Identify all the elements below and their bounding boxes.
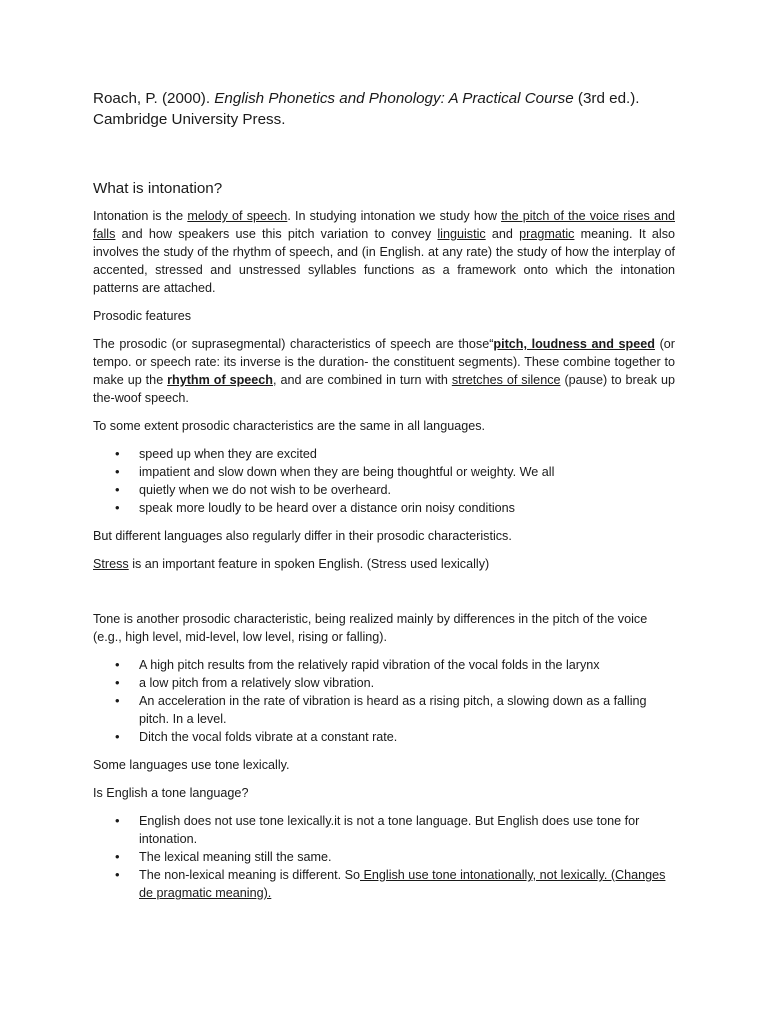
list-item: • a low pitch from a relatively slow vibration. — [93, 674, 675, 692]
prosodic-paragraph: The prosodic (or suprasegmental) characteristics of speech are those“pitch, loudness and speed (or tempo. or speech rate: its inverse is the duration- the constituent segments). These combine together to make up the rhythm of speech, and are combined in turn with stretches of silence (pause) to break up the-woof speech. — [93, 337, 675, 405]
list-item: • The lexical meaning still the same. — [93, 848, 675, 866]
underlined-phrase: stretches of silence — [451, 373, 561, 387]
bold-underlined-phrase: rhythm of speech — [167, 373, 273, 387]
reference-publisher: Cambridge University Press. — [93, 111, 286, 128]
underlined-phrase: pragmatic — [519, 227, 575, 241]
differ-paragraph: But different languages also regularly differ in their prosodic characteristics. — [93, 529, 512, 543]
tone-paragraph: Tone is another prosodic characteristic, being realized mainly by differences in the pitch of the voice (e.g., high level, mid-level, low level, rising or falling). — [93, 612, 648, 644]
bullet-list-pitch — [93, 656, 675, 746]
tone-question: Is English a tone language? — [93, 786, 249, 800]
list-item: • English does not use tone lexically.it is not a tone language. But English does use tone for intonation. — [93, 812, 675, 848]
list-item: • impatient and slow down when they are being thoughtful or weighty. We all — [93, 463, 675, 481]
bullet-list-english-tone — [93, 812, 675, 902]
underlined-phrase: linguistic — [437, 227, 486, 241]
reference-citation — [93, 88, 675, 130]
bold-underlined-phrase: pitch, loudness and speed — [493, 337, 655, 351]
prosodic-heading: Prosodic features — [93, 309, 192, 323]
list-item: • speed up when they are excited — [93, 445, 675, 463]
bullet-list-prosody — [93, 445, 675, 517]
list-item: • The non-lexical meaning is different. So English use tone intonationally, not lexically. (Changes de pragmatic meaning). — [93, 866, 675, 902]
reference-edition: (3rd ed.). — [573, 90, 640, 107]
spacer — [93, 583, 675, 610]
underlined-phrase: the pitch of the voice rises and falls — [93, 209, 675, 241]
underlined-phrase: English use tone intonationally, not lexically. (Changes de pragmatic meaning). — [139, 868, 666, 900]
underlined-phrase: melody of speech — [187, 209, 288, 223]
some-languages-paragraph: Some languages use tone lexically. — [93, 758, 290, 772]
intro-paragraph: Intonation is the melody of speech. In studying intonation we study how the pitch of the voice rises and falls and how speakers use this pitch variation to convey linguistic and pragmatic meaning. It also involves the study of the rhythm of speech, and (in English. at any rate) the study of how the interplay of accented, stressed and unstressed syllables functions as a framework onto which the intonation patterns are attached. — [93, 209, 676, 295]
list-item: • Ditch the vocal folds vibrate at a constant rate. — [93, 728, 675, 746]
list-item: • A high pitch results from the relatively rapid vibration of the vocal folds in the larynx — [93, 656, 675, 674]
reference-authors: Roach, P. (2000). — [93, 90, 215, 107]
stress-paragraph: Stress is an important feature in spoken English. (Stress used lexically) — [93, 557, 490, 571]
section-heading: What is intonation? — [93, 180, 223, 197]
reference-title: English Phonetics and Phonology: A Practical Course — [214, 90, 574, 107]
document-content — [93, 88, 675, 912]
list-item: • speak more loudly to be heard over a distance orin noisy conditions — [93, 499, 675, 517]
underlined-phrase: Stress — [93, 557, 129, 571]
list-item: • quietly when we do not wish to be overheard. — [93, 481, 675, 499]
same-languages-paragraph: To some extent prosodic characteristics are the same in all languages. — [93, 419, 486, 433]
list-item: • An acceleration in the rate of vibration is heard as a rising pitch, a slowing down as a falling pitch. In a level. — [93, 692, 675, 728]
